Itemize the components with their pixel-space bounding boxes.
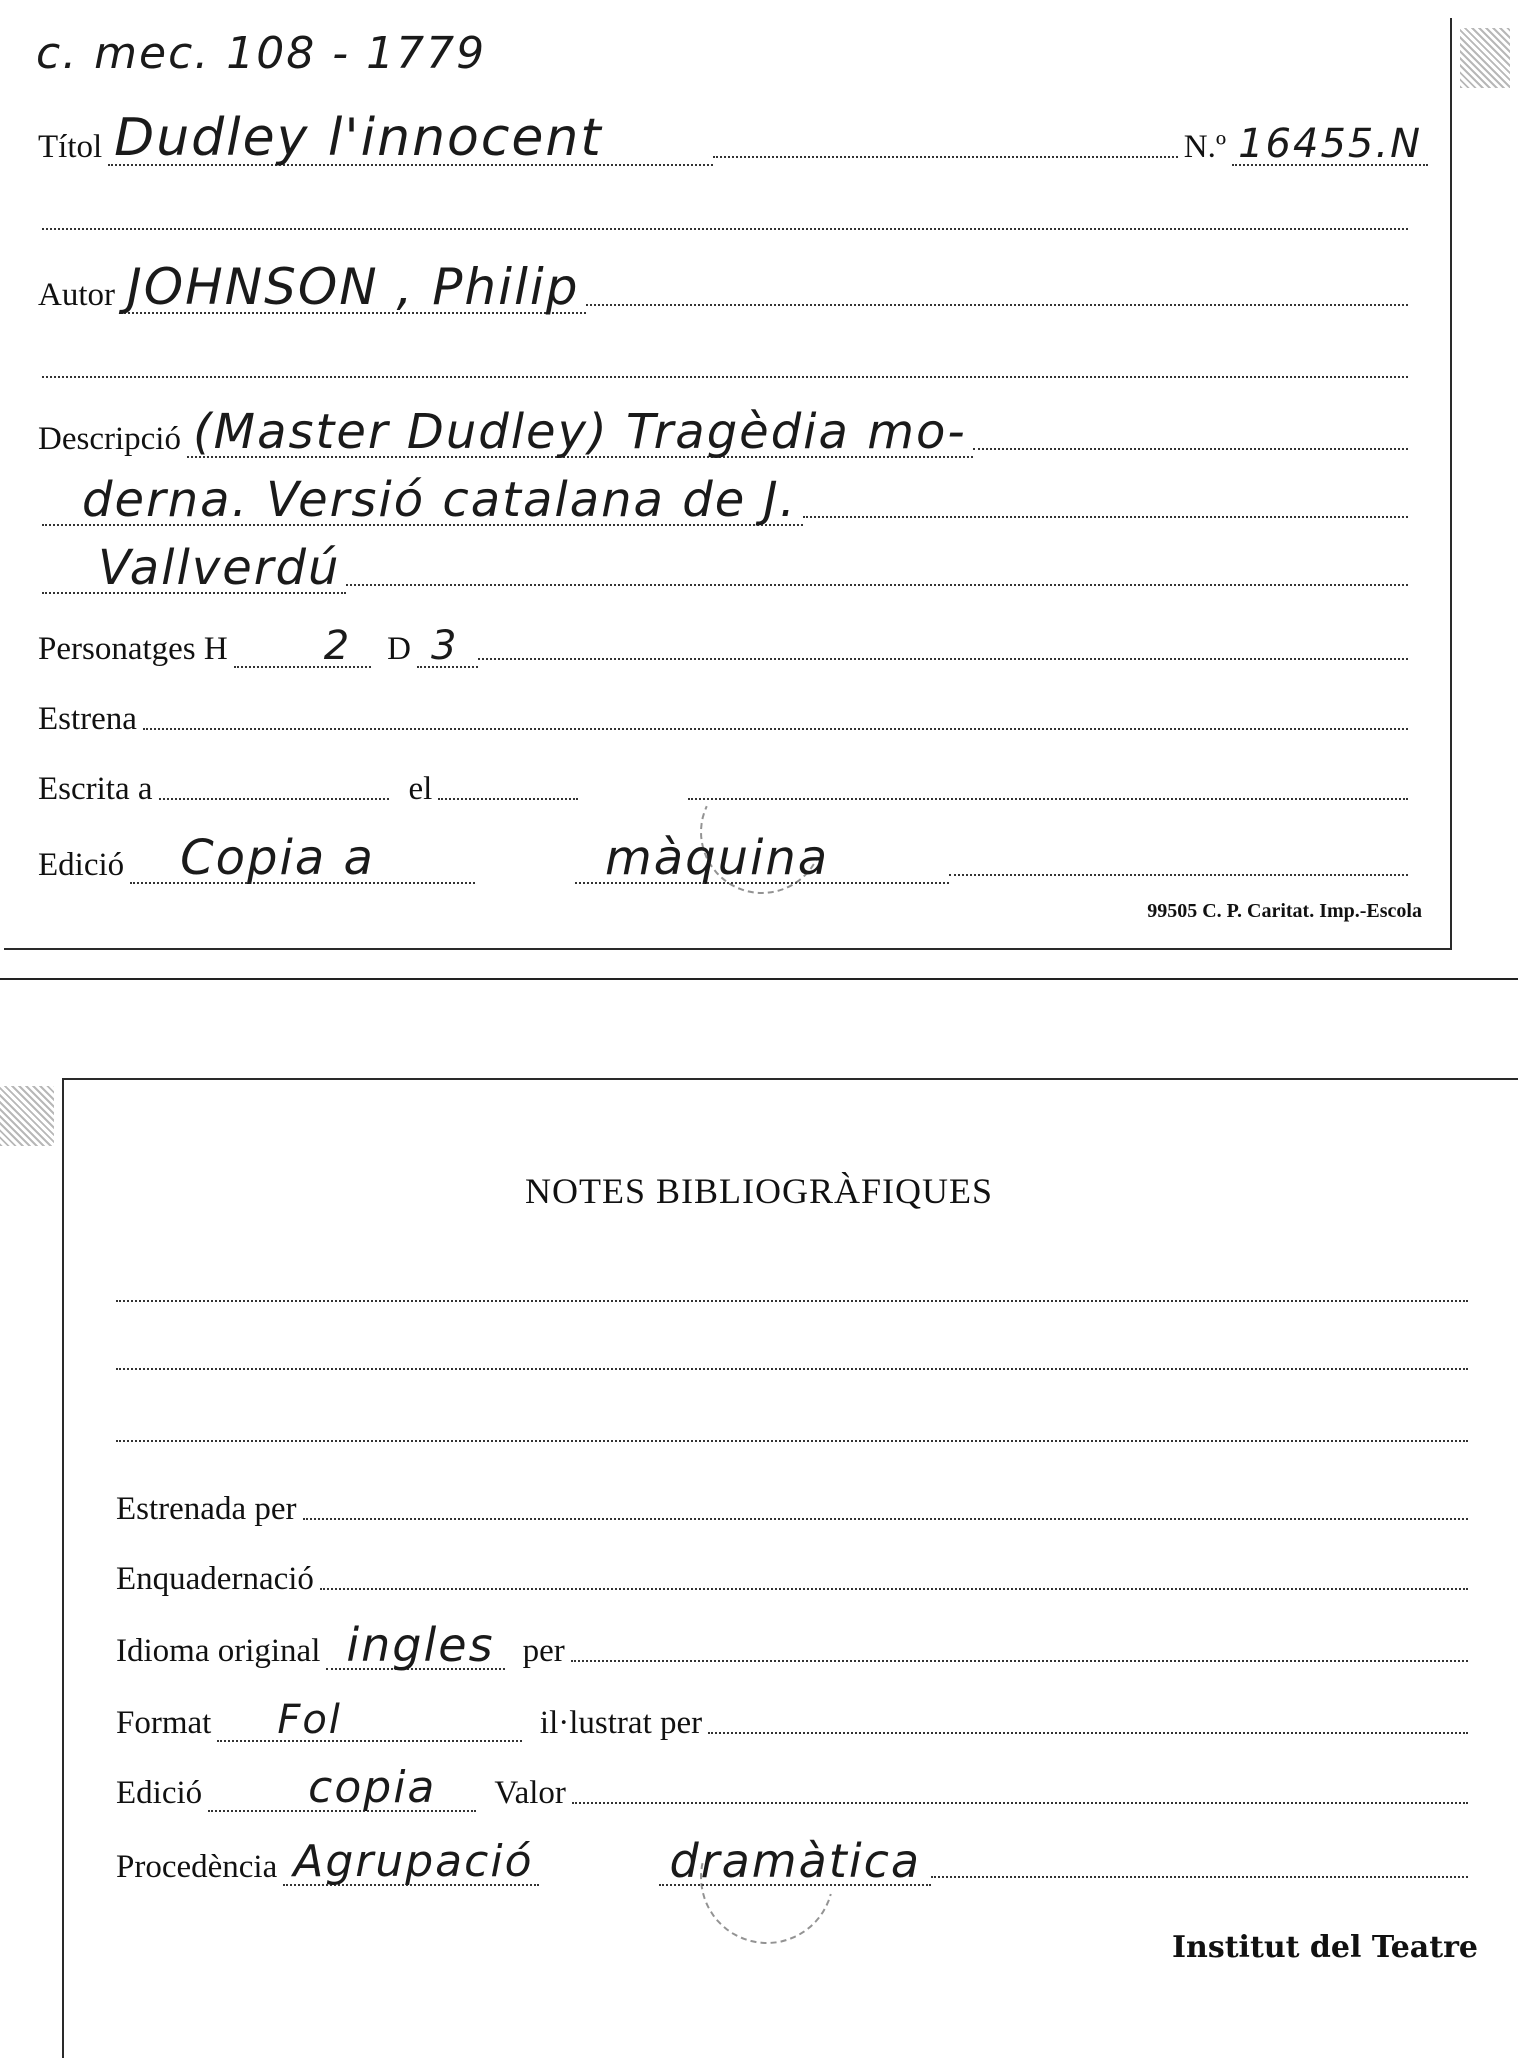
written-el-label: el <box>408 771 433 807</box>
edition-label: Edició <box>38 847 125 883</box>
paper-speck <box>1460 28 1510 88</box>
premiere-row <box>38 688 1408 738</box>
premiered-by-dots <box>303 1518 1469 1520</box>
characters-row <box>38 612 1408 668</box>
binding-row <box>116 1548 1468 1598</box>
description-label: Descripció <box>38 421 181 457</box>
notes-line-2 <box>116 1368 1468 1370</box>
title-value: Dudley l'innocent <box>108 112 713 166</box>
premiere-label: Estrena <box>38 701 137 737</box>
back-edition-row <box>116 1746 1468 1812</box>
author-label: Autor <box>38 277 115 313</box>
author-value: JOHNSON , Philip <box>121 262 586 314</box>
edition-value-part2: màquina <box>575 834 949 884</box>
value-label: Valor <box>494 1775 566 1811</box>
provenance-label: Procedència <box>116 1849 278 1885</box>
notes-line-1 <box>116 1300 1468 1302</box>
notes-heading: NOTES BIBLIOGRÀFIQUES <box>524 1171 993 1211</box>
back-edition-label: Edició <box>116 1775 203 1811</box>
description-line-1: (Master Dudley) Tragèdia mo- <box>187 408 973 458</box>
title-label: Títol <box>38 129 103 165</box>
author-row <box>38 248 1408 314</box>
characters-d-label: D <box>387 631 412 667</box>
number-value: 16455.N <box>1232 124 1428 166</box>
illustrated-dots <box>708 1732 1468 1734</box>
number-label: N.º <box>1183 129 1227 165</box>
paper-speck-back <box>0 1086 54 1146</box>
binding-dots <box>320 1588 1468 1590</box>
description-dots-1 <box>973 448 1408 450</box>
description-line-2: derna. Versió catalana de J. <box>42 476 803 526</box>
binding-label: Enquadernació <box>116 1561 314 1597</box>
title-dots <box>713 156 1178 158</box>
written-date-dots <box>438 798 578 800</box>
author-continuation-line <box>42 376 1408 378</box>
premiere-dots <box>143 728 1408 730</box>
notes-line-3 <box>116 1440 1468 1442</box>
original-language-row <box>116 1604 1468 1670</box>
characters-label: Personatges H <box>38 631 228 667</box>
provenance-value-part2: dramàtica <box>659 1838 931 1886</box>
written-label: Escrita a <box>38 771 153 807</box>
written-place-dots <box>159 798 389 800</box>
premiered-by-label: Estrenada per <box>116 1491 297 1527</box>
characters-dots <box>478 658 1408 660</box>
description-line-3: Vallverdú <box>42 544 346 594</box>
provenance-value-part1: Agrupació <box>283 1840 539 1886</box>
description-dots-3 <box>346 584 1408 586</box>
back-edition-value: copia <box>208 1766 476 1812</box>
call-number: c. mec. 108 - 1779 <box>36 28 487 79</box>
title-row <box>38 100 1428 166</box>
card-separator <box>0 978 1518 980</box>
title-continuation-line <box>42 228 1408 230</box>
description-dots-2 <box>803 516 1408 518</box>
translator-dots <box>571 1660 1468 1662</box>
translator-per-label: per <box>522 1633 565 1669</box>
format-row <box>116 1676 1468 1742</box>
institution-name: Institut del Teatre <box>1171 1930 1478 1965</box>
illustrated-label: il·lustrat per <box>539 1705 703 1741</box>
description-row-3 <box>42 528 1408 594</box>
format-value: Fol <box>217 1700 522 1742</box>
characters-h-value: 2 <box>234 626 371 668</box>
description-row-2 <box>42 460 1408 526</box>
characters-d-value: 3 <box>417 626 478 668</box>
description-row <box>38 392 1408 458</box>
format-label: Format <box>116 1705 212 1741</box>
premiered-by-row <box>116 1478 1468 1528</box>
provenance-dots <box>931 1876 1468 1878</box>
edition-value-part1: Copia a <box>130 834 475 884</box>
edition-dots <box>949 874 1408 876</box>
author-dots <box>586 304 1408 306</box>
original-language-value: ingles <box>326 1622 504 1670</box>
value-dots <box>572 1802 1468 1804</box>
printer-credit: 99505 C. P. Caritat. Imp.-Escola <box>1147 900 1422 922</box>
original-language-label: Idioma original <box>116 1633 321 1669</box>
